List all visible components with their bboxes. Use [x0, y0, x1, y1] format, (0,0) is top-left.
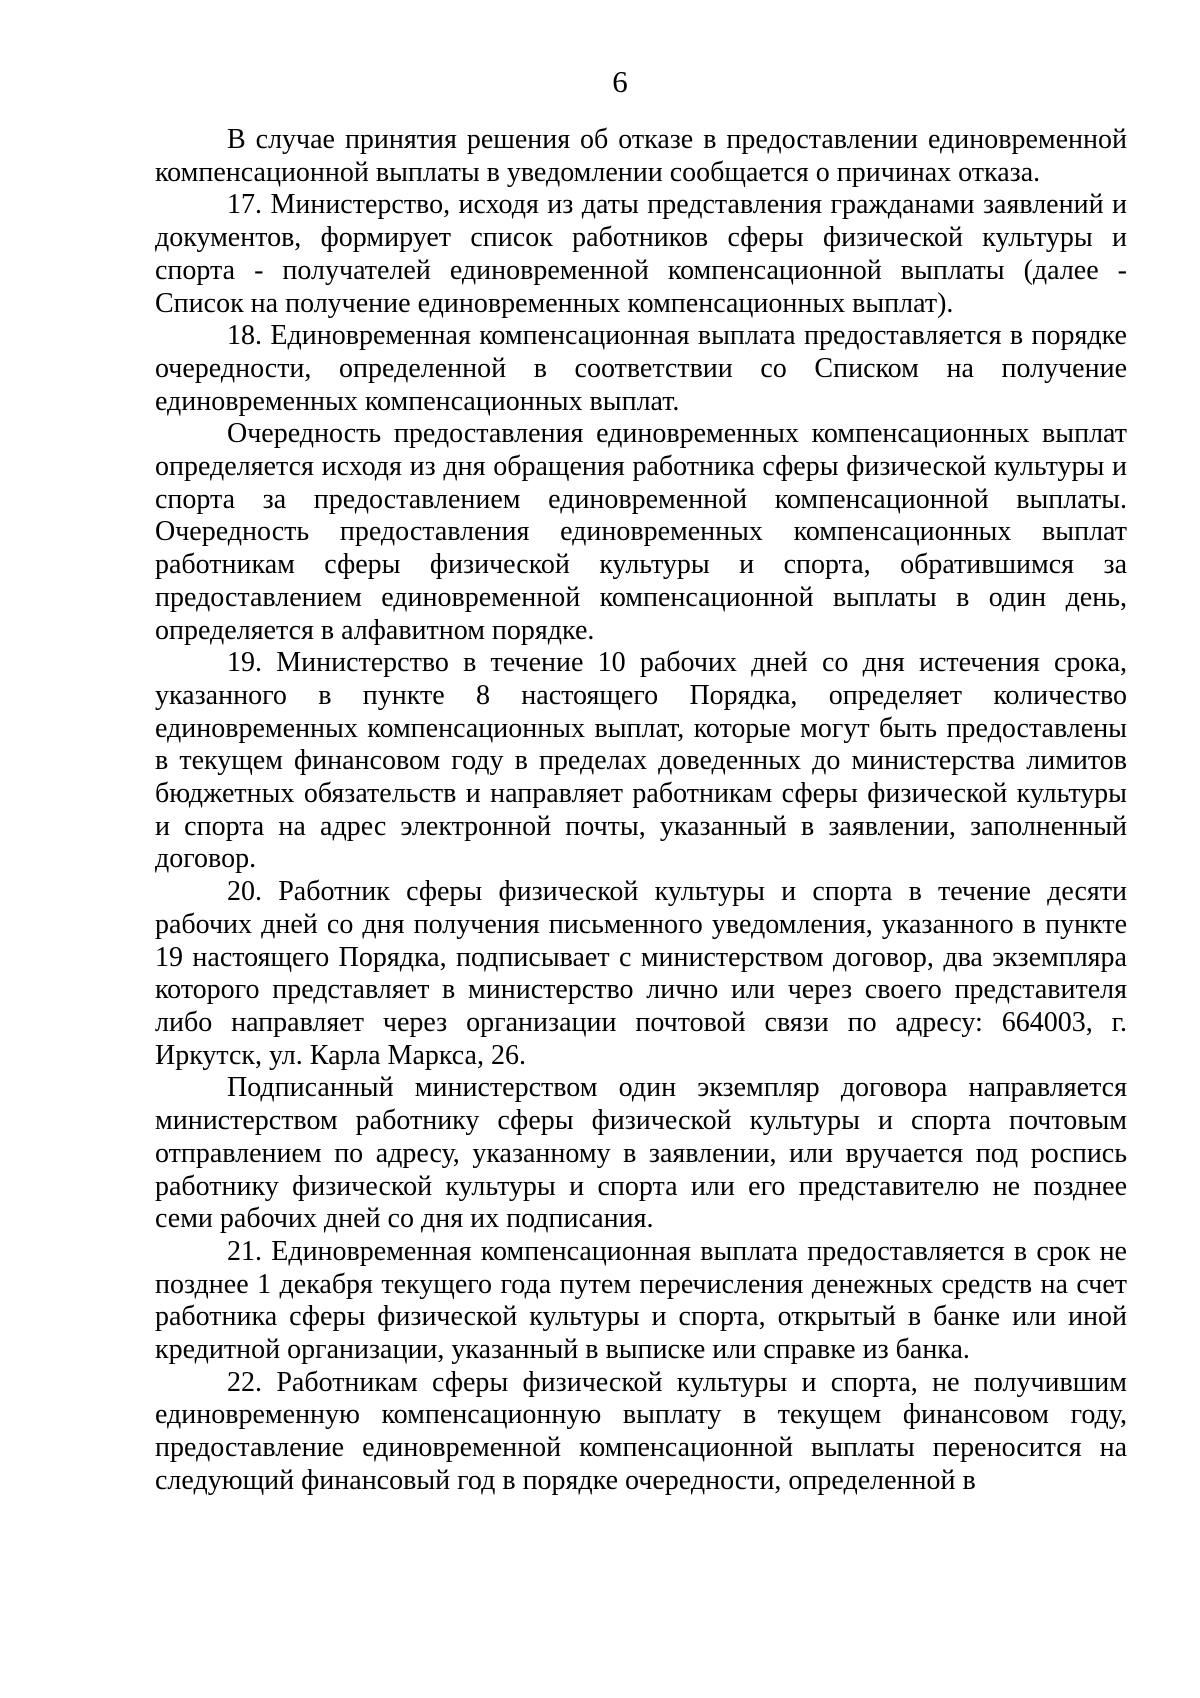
paragraph-22: 22. Работникам сферы физической культуры и спорта, не получившим единовременную компенсационную выплату в текущем финансовом году, предоставление единовременной компенсационной выплаты переносится на следующий финансовый год в порядке очередности, определенной в: [155, 1366, 1127, 1496]
paragraph-queue-order: Очередность предоставления единовременных компенсационных выплат определяется исходя из дня обращения работника сферы физической культуры и спорта за предоставлением единовременной компенсационной выплаты. Очередность предоставления единовременных компенсационных выплат работникам сферы физической культуры и спорта, обратившимся за предоставлением единовременной компенсационной выплаты в один день, определяется в алфавитном порядке.: [155, 418, 1127, 646]
document-body: [155, 124, 1127, 1498]
page-number: 6: [612, 64, 628, 99]
paragraph-signed-copy: Подписанный министерством один экземпляр договора направляется министерством работнику сферы физической культуры и спорта почтовым отправлением по адресу, указанному в заявлении, или вручается под роспись работнику физической культуры и спорта или его представителю не позднее семи рабочих дней со дня их подписания.: [155, 1072, 1127, 1235]
paragraph-19: 19. Министерство в течение 10 рабочих дней со дня истечения срока, указанного в пункте 8 настоящего Порядка, определяет количество единовременных компенсационных выплат, которые могут быть предоставлены в текущем финансовом году в пределах доведенных до министерства лимитов бюджетных обязательств и направляет работникам сферы физической культуры и спорта на адрес электронной почты, указанный в заявлении, заполненный договор.: [155, 647, 1127, 875]
paragraph-20: 20. Работник сферы физической культуры и спорта в течение десяти рабочих дней со дня получения письменного уведомления, указанного в пункте 19 настоящего Порядка, подписывает с министерством договор, два экземпляра которого представляет в министерство лично или через своего представителя либо направляет через организации почтовой связи по адресу: 664003, г. Иркутск, ул. Карла Маркса, 26.: [155, 876, 1127, 1071]
paragraph-17: 17. Министерство, исходя из даты представления гражданами заявлений и документов, формирует список работников сферы физической культуры и спорта - получателей единовременной компенсационной выплаты (далее - Список на получение единовременных компенсационных выплат).: [155, 189, 1127, 319]
paragraph-21: 21. Единовременная компенсационная выплата предоставляется в срок не позднее 1 декабря текущего года путем перечисления денежных средств на счет работника сферы физической культуры и спорта, открытый в банке или иной кредитной организации, указанный в выписке или справке из банка.: [155, 1235, 1127, 1366]
paragraph-refusal-notice: В случае принятия решения об отказе в предоставлении единовременной компенсационной выплаты в уведомлении сообщается о причинах отказа.: [155, 124, 1127, 188]
paragraph-18: 18. Единовременная компенсационная выплата предоставляется в порядке очередности, определенной в соответствии со Списком на получение единовременных компенсационных выплат.: [155, 320, 1127, 417]
